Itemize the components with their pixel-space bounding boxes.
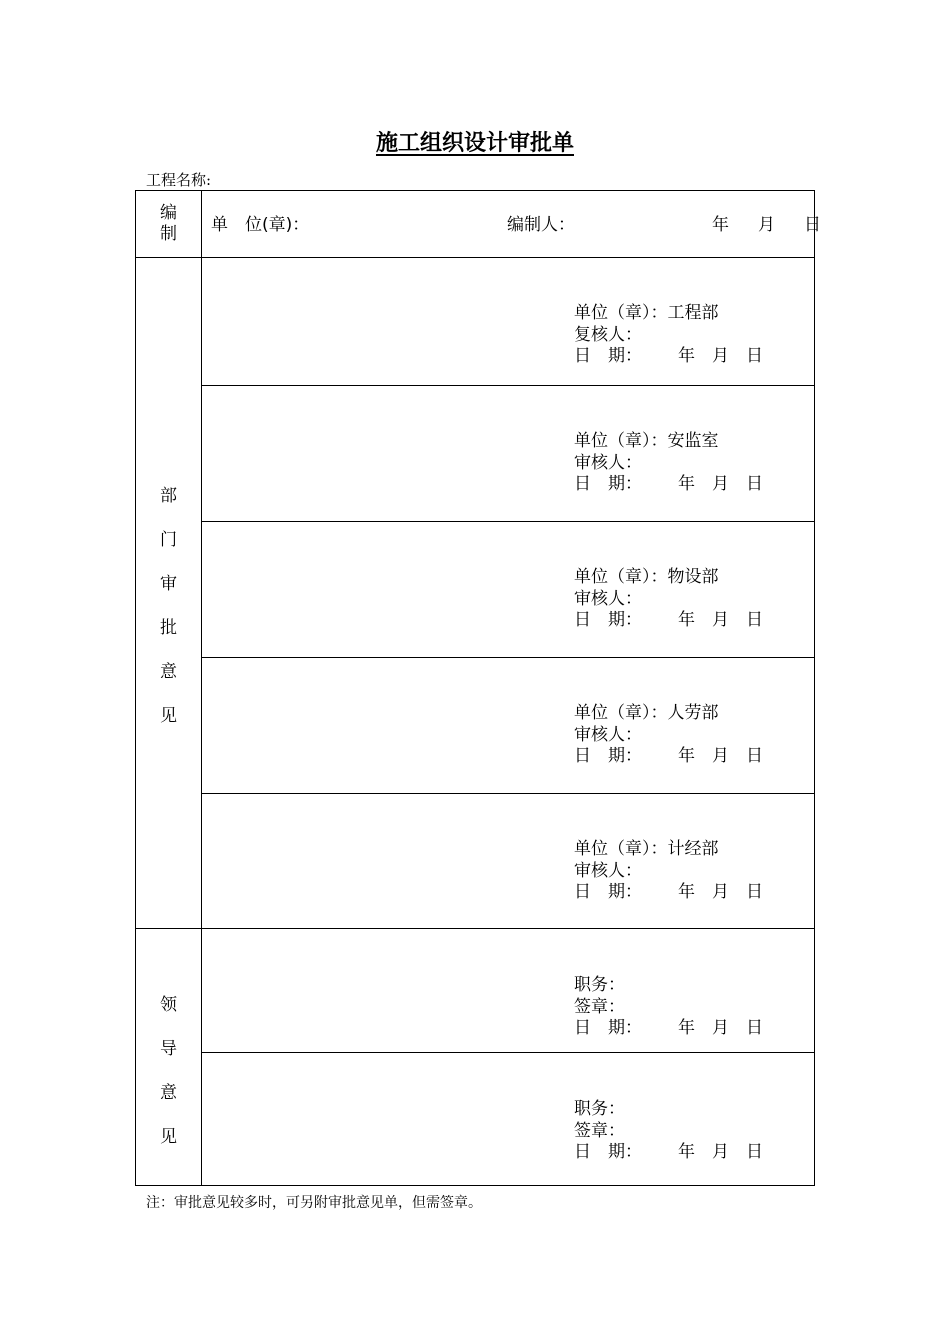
dept-reviewer-label: 审核人： (574, 860, 642, 881)
footnote: 注：审批意见较多时，可另附审批意见单，但需签章。 (146, 1195, 482, 1211)
dept-unit: 单位（章）：工程部 (574, 303, 719, 323)
date-value: 年 月 日 (678, 1142, 763, 1162)
row-divider (201, 385, 814, 386)
leader-signature-block (574, 1099, 763, 1164)
compile-label-char: 编 (160, 203, 177, 223)
dept-signature-block (574, 703, 763, 768)
dept-label-char: 见 (160, 706, 177, 726)
leader-label-char: 导 (160, 1039, 177, 1059)
dept-label-char: 部 (160, 486, 177, 506)
dept-signature-block (574, 839, 763, 904)
date-label: 日 期： (574, 882, 642, 902)
dept-unit: 单位（章）：安监室 (574, 431, 719, 451)
dept-reviewer-label: 审核人： (574, 588, 642, 609)
date-label: 日 期： (574, 746, 642, 766)
dept-signature-block (574, 567, 763, 632)
row-divider (201, 793, 814, 794)
sign-label: 签章： (574, 1120, 625, 1141)
date-value: 年 月 日 (678, 746, 763, 766)
position-label: 职务： (574, 1099, 625, 1119)
compile-date: 年 月 日 (712, 215, 827, 235)
section-divider (136, 928, 814, 929)
position-label: 职务： (574, 975, 625, 995)
dept-signature-block (574, 303, 763, 368)
leader-opinion-label (136, 983, 201, 1159)
row-divider (201, 521, 814, 522)
date-value: 年 月 日 (678, 882, 763, 902)
row-divider (136, 257, 814, 258)
dept-unit: 单位（章）：计经部 (574, 839, 719, 859)
compile-label (136, 203, 201, 245)
dept-reviewer-label: 审核人： (574, 724, 642, 745)
date-value: 年 月 日 (678, 1018, 763, 1038)
date-label: 日 期： (574, 346, 642, 366)
date-label: 日 期： (574, 1142, 642, 1162)
dept-label-char: 意 (160, 662, 177, 682)
dept-reviewer-label: 审核人： (574, 452, 642, 473)
dept-reviewer-label: 复核人： (574, 324, 642, 345)
dept-label-char: 审 (160, 574, 177, 594)
date-value: 年 月 日 (678, 346, 763, 366)
date-label: 日 期： (574, 610, 642, 630)
leader-label-char: 意 (160, 1083, 177, 1103)
dept-signature-block (574, 431, 763, 496)
unit-stamp-label: 单 位(章)： (211, 215, 310, 235)
project-name-label: 工程名称: (146, 171, 212, 189)
date-label: 日 期： (574, 1018, 642, 1038)
label-column-divider (201, 191, 202, 1185)
page-title: 施工组织设计审批单 (375, 131, 574, 156)
date-label: 日 期： (574, 474, 642, 494)
date-value: 年 月 日 (678, 610, 763, 630)
leader-label-char: 见 (160, 1127, 177, 1147)
date-value: 年 月 日 (678, 474, 763, 494)
approval-form-table (135, 190, 827, 1186)
leader-label-char: 领 (160, 995, 177, 1015)
compile-label-char: 制 (160, 224, 177, 244)
dept-unit: 单位（章）：人劳部 (574, 703, 719, 723)
row-divider (201, 657, 814, 658)
dept-label-char: 门 (160, 530, 177, 550)
dept-unit: 单位（章）：物设部 (574, 567, 719, 587)
sign-label: 签章： (574, 996, 625, 1017)
compiler-label: 编制人： (507, 215, 575, 235)
leader-signature-block (574, 975, 763, 1040)
dept-label-char: 批 (160, 618, 177, 638)
dept-approval-label (136, 474, 201, 738)
row-divider (201, 1052, 814, 1053)
